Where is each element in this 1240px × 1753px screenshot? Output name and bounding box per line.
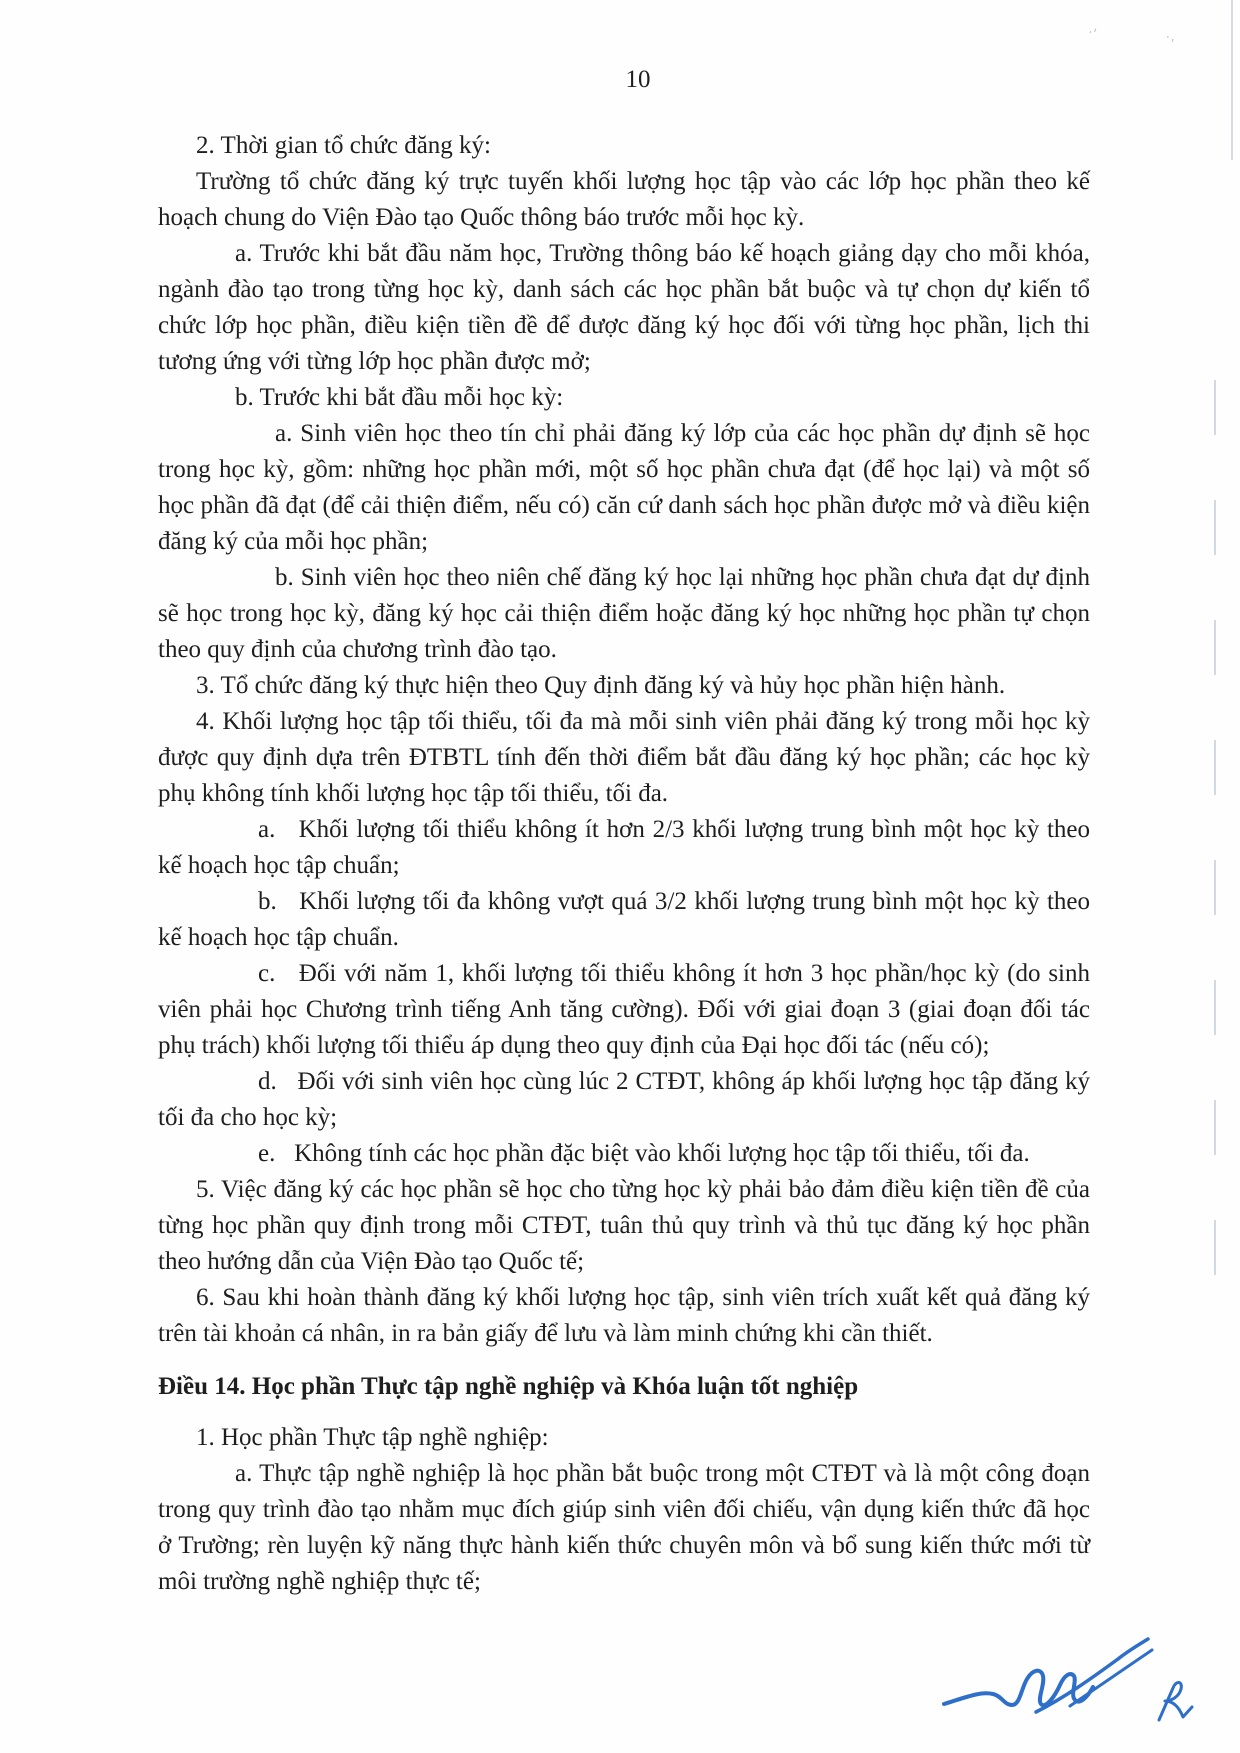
paragraph: b. Trước khi bắt đầu mỗi học kỳ: <box>235 384 564 411</box>
handwritten-signature <box>938 1628 1200 1732</box>
signature-stroke-main <box>944 1671 1093 1706</box>
scan-speck: ·, <box>1164 29 1176 46</box>
signature-initial <box>1159 1682 1192 1720</box>
paragraph: 5. Việc đăng ký các học phần sẽ học cho từng học kỳ phải bảo đảm điều kiện tiền đề của từng học phần quy định trong mỗi CTĐT, tuân thủ quy trình và thủ tục đăng ký học phần theo hướng dẫn của Viện Đào tạo Quốc tế; <box>158 1176 1090 1275</box>
paragraph: a. Khối lượng tối thiểu không ít hơn 2/3 khối lượng trung bình một học kỳ theo kế hoạch học tập chuẩn; <box>158 816 1090 879</box>
article-heading: Điều 14. Học phần Thực tập nghề nghiệp và Khóa luận tốt nghiệp <box>158 1373 859 1400</box>
paragraph: a. Sinh viên học theo tín chỉ phải đăng ký lớp của các học phần dự định sẽ học trong học kỳ, gồm: những học phần mới, một số học phần chưa đạt (để học lại) và một số học phần đã đạt (để cải thiện điểm, nếu có) căn cứ danh sách học phần được mở và điều kiện đăng ký của mỗi học phần; <box>158 420 1090 555</box>
paragraph: 3. Tổ chức đăng ký thực hiện theo Quy định đăng ký và hủy học phần hiện hành. <box>196 672 1006 699</box>
signature-stroke-cross <box>1070 1650 1152 1706</box>
paragraph: a. Trước khi bắt đầu năm học, Trường thông báo kế hoạch giảng dạy cho mỗi khóa, ngành đào tạo trong từng học kỳ, danh sách các học phần bắt buộc và tự chọn dự kiến tổ chức lớp học phần, điều kiện tiền đề để được đăng ký học đối với từng học phần, lịch thi tương ứng với từng lớp học phần được mở; <box>158 240 1090 375</box>
paragraph: b. Sinh viên học theo niên chế đăng ký học lại những học phần chưa đạt dự định sẽ học trong học kỳ, đăng ký học cải thiện điểm hoặc đăng ký học những học phần tự chọn theo quy định của chương trình đào tạo. <box>158 564 1090 663</box>
document-body <box>158 128 1090 1600</box>
paragraph: Trường tổ chức đăng ký trực tuyến khối lượng học tập vào các lớp học phần theo kế hoạch chung do Viện Đào tạo Quốc thông báo trước mỗi học kỳ. <box>158 168 1090 231</box>
paragraph: e. Không tính các học phần đặc biệt vào khối lượng học tập tối thiểu, tối đa. <box>258 1140 1030 1167</box>
page-number: 10 <box>625 66 651 93</box>
paragraph: 1. Học phần Thực tập nghề nghiệp: <box>196 1424 549 1451</box>
paragraph: a. Thực tập nghề nghiệp là học phần bắt buộc trong một CTĐT và là một công đoạn trong quy trình đào tạo nhằm mục đích giúp sinh viên đối chiếu, vận dụng kiến thức đã học ở Trường; rèn luyện kỹ năng thực hành kiến thức chuyên môn và bổ sung kiến thức mới từ môi trường nghề nghiệp thực tế; <box>158 1460 1090 1595</box>
scan-edge-artifact-top <box>1231 0 1233 160</box>
scan-speck: ·' <box>1085 25 1099 42</box>
signature-stroke-flourish <box>1036 1639 1148 1712</box>
paragraph: d. Đối với sinh viên học cùng lúc 2 CTĐT, không áp khối lượng học tập đăng ký tối đa cho học kỳ; <box>158 1068 1090 1131</box>
scan-edge-artifact <box>1214 380 1216 1280</box>
paragraph: 6. Sau khi hoàn thành đăng ký khối lượng học tập, sinh viên trích xuất kết quả đăng ký trên tài khoản cá nhân, in ra bản giấy để lưu và làm minh chứng khi cần thiết. <box>158 1284 1090 1347</box>
paragraph: c. Đối với năm 1, khối lượng tối thiểu không ít hơn 3 học phần/học kỳ (do sinh viên phải học Chương trình tiếng Anh tăng cường). Đối với giai đoạn 3 (giai đoạn đối tác phụ trách) khối lượng tối thiểu áp dụng theo quy định của Đại học đối tác (nếu có); <box>158 960 1090 1059</box>
paragraph: 4. Khối lượng học tập tối thiểu, tối đa mà mỗi sinh viên phải đăng ký trong mỗi học kỳ được quy định dựa trên ĐTBTL tính đến thời điểm bắt đầu đăng ký học phần; các học kỳ phụ không tính khối lượng học tập tối thiểu, tối đa. <box>158 708 1090 807</box>
paragraph: 2. Thời gian tổ chức đăng ký: <box>196 132 492 159</box>
paragraph: b. Khối lượng tối đa không vượt quá 3/2 khối lượng trung bình một học kỳ theo kế hoạch học tập chuẩn. <box>158 888 1090 951</box>
